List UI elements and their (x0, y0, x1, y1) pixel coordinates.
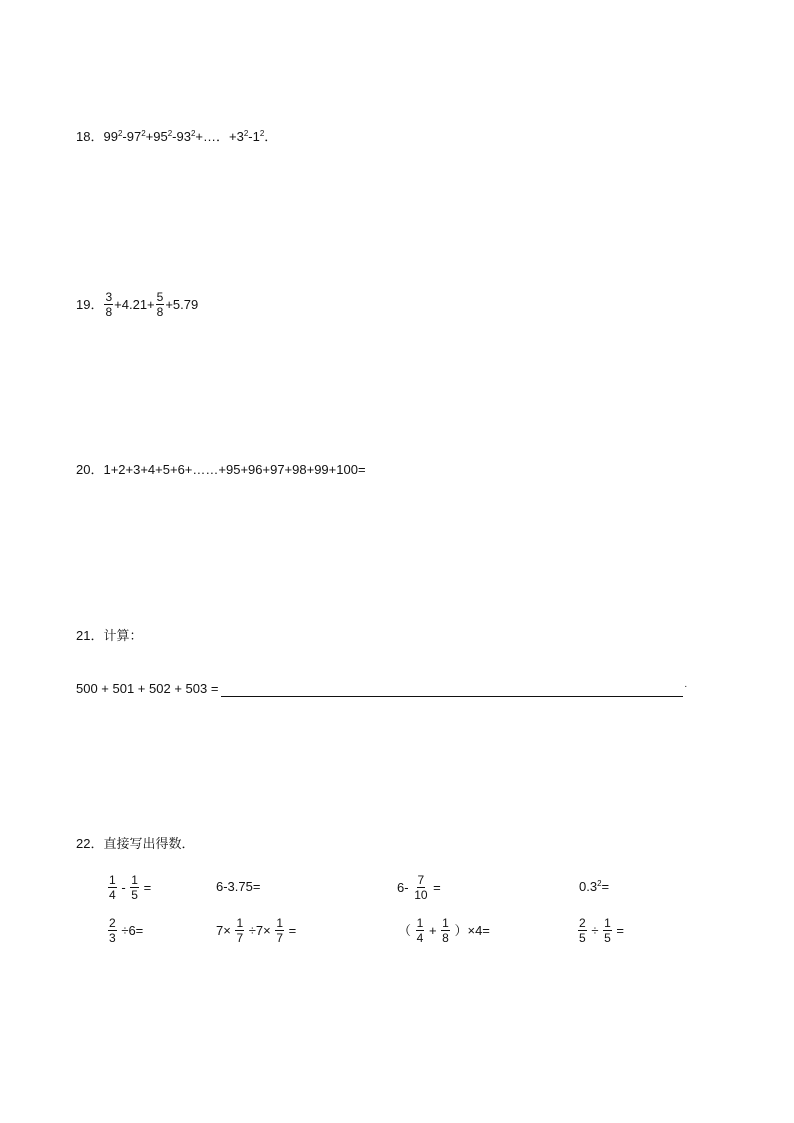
question-number: 18． (76, 129, 104, 144)
fraction: $\frac{1}{7}$ (276, 916, 284, 945)
expression-text: 1+2+3+4+5+6+……+95+96+97+98+99+100= (103, 462, 366, 477)
question-20 (76, 462, 366, 478)
fraction: $\frac{3}{8}$ (105, 290, 113, 319)
problem-r2-b: 7× $\frac{1}{7}$ ÷7× $\frac{1}{7}$ = (216, 916, 297, 945)
question-18 (76, 129, 277, 145)
question-22 (76, 836, 194, 852)
fraction: $\frac{1}{4}$ (109, 873, 116, 902)
problem-r2-c: （ $\frac{1}{4}$ + $\frac{1}{8}$ ）×4= (398, 916, 490, 945)
fraction: $\frac{5}{8}$ (156, 290, 164, 319)
question-number: 21． (76, 628, 104, 643)
fraction: $\frac{2}{3}$ (109, 916, 116, 945)
question-number: 19． (76, 296, 104, 312)
fraction: $\frac{7}{10}$ (414, 873, 428, 902)
question-number: 20． (76, 462, 104, 477)
answer-blank[interactable] (221, 696, 683, 697)
question-number: 22． (76, 836, 104, 851)
expression-text: +5.79 (165, 296, 199, 312)
fraction: $\frac{1}{5}$ (604, 916, 611, 945)
expression-text: $99^2-97^2+95^2-93^2+\dots$．$+3^2-1^2$． (103, 129, 278, 144)
problem-r1-c: 6- $\frac{7}{10}$ = (397, 873, 441, 902)
problem-r2-d: $\frac{2}{5}$ ÷ $\frac{1}{5}$ = (579, 916, 624, 945)
fraction: $\frac{1}{7}$ (236, 916, 244, 945)
problem-r1-d: $0.3^2=$ (579, 879, 610, 894)
question-title: 直接写出得数． (103, 836, 195, 851)
expression-text: +4.21+ (114, 296, 155, 312)
fraction: $\frac{1}{8}$ (442, 916, 449, 945)
fraction: $\frac{1}{4}$ (416, 916, 424, 945)
problem-r1-a: $\frac{1}{4}$ - $\frac{1}{5}$ = (109, 873, 152, 902)
fraction: $\frac{1}{5}$ (131, 873, 138, 902)
expression-text: 500 + 501 + 502 + 503 = (76, 681, 219, 696)
question-21-expression (76, 677, 687, 697)
end-dot: . (684, 679, 688, 690)
question-21 (76, 628, 142, 644)
question-title: 计算： (103, 628, 143, 643)
problem-r1-b: 6-3.75= (216, 879, 261, 894)
question-19 (76, 290, 198, 319)
fraction: $\frac{2}{5}$ (579, 916, 586, 945)
problem-r2-a: $\frac{2}{3}$ ÷6= (109, 916, 144, 945)
